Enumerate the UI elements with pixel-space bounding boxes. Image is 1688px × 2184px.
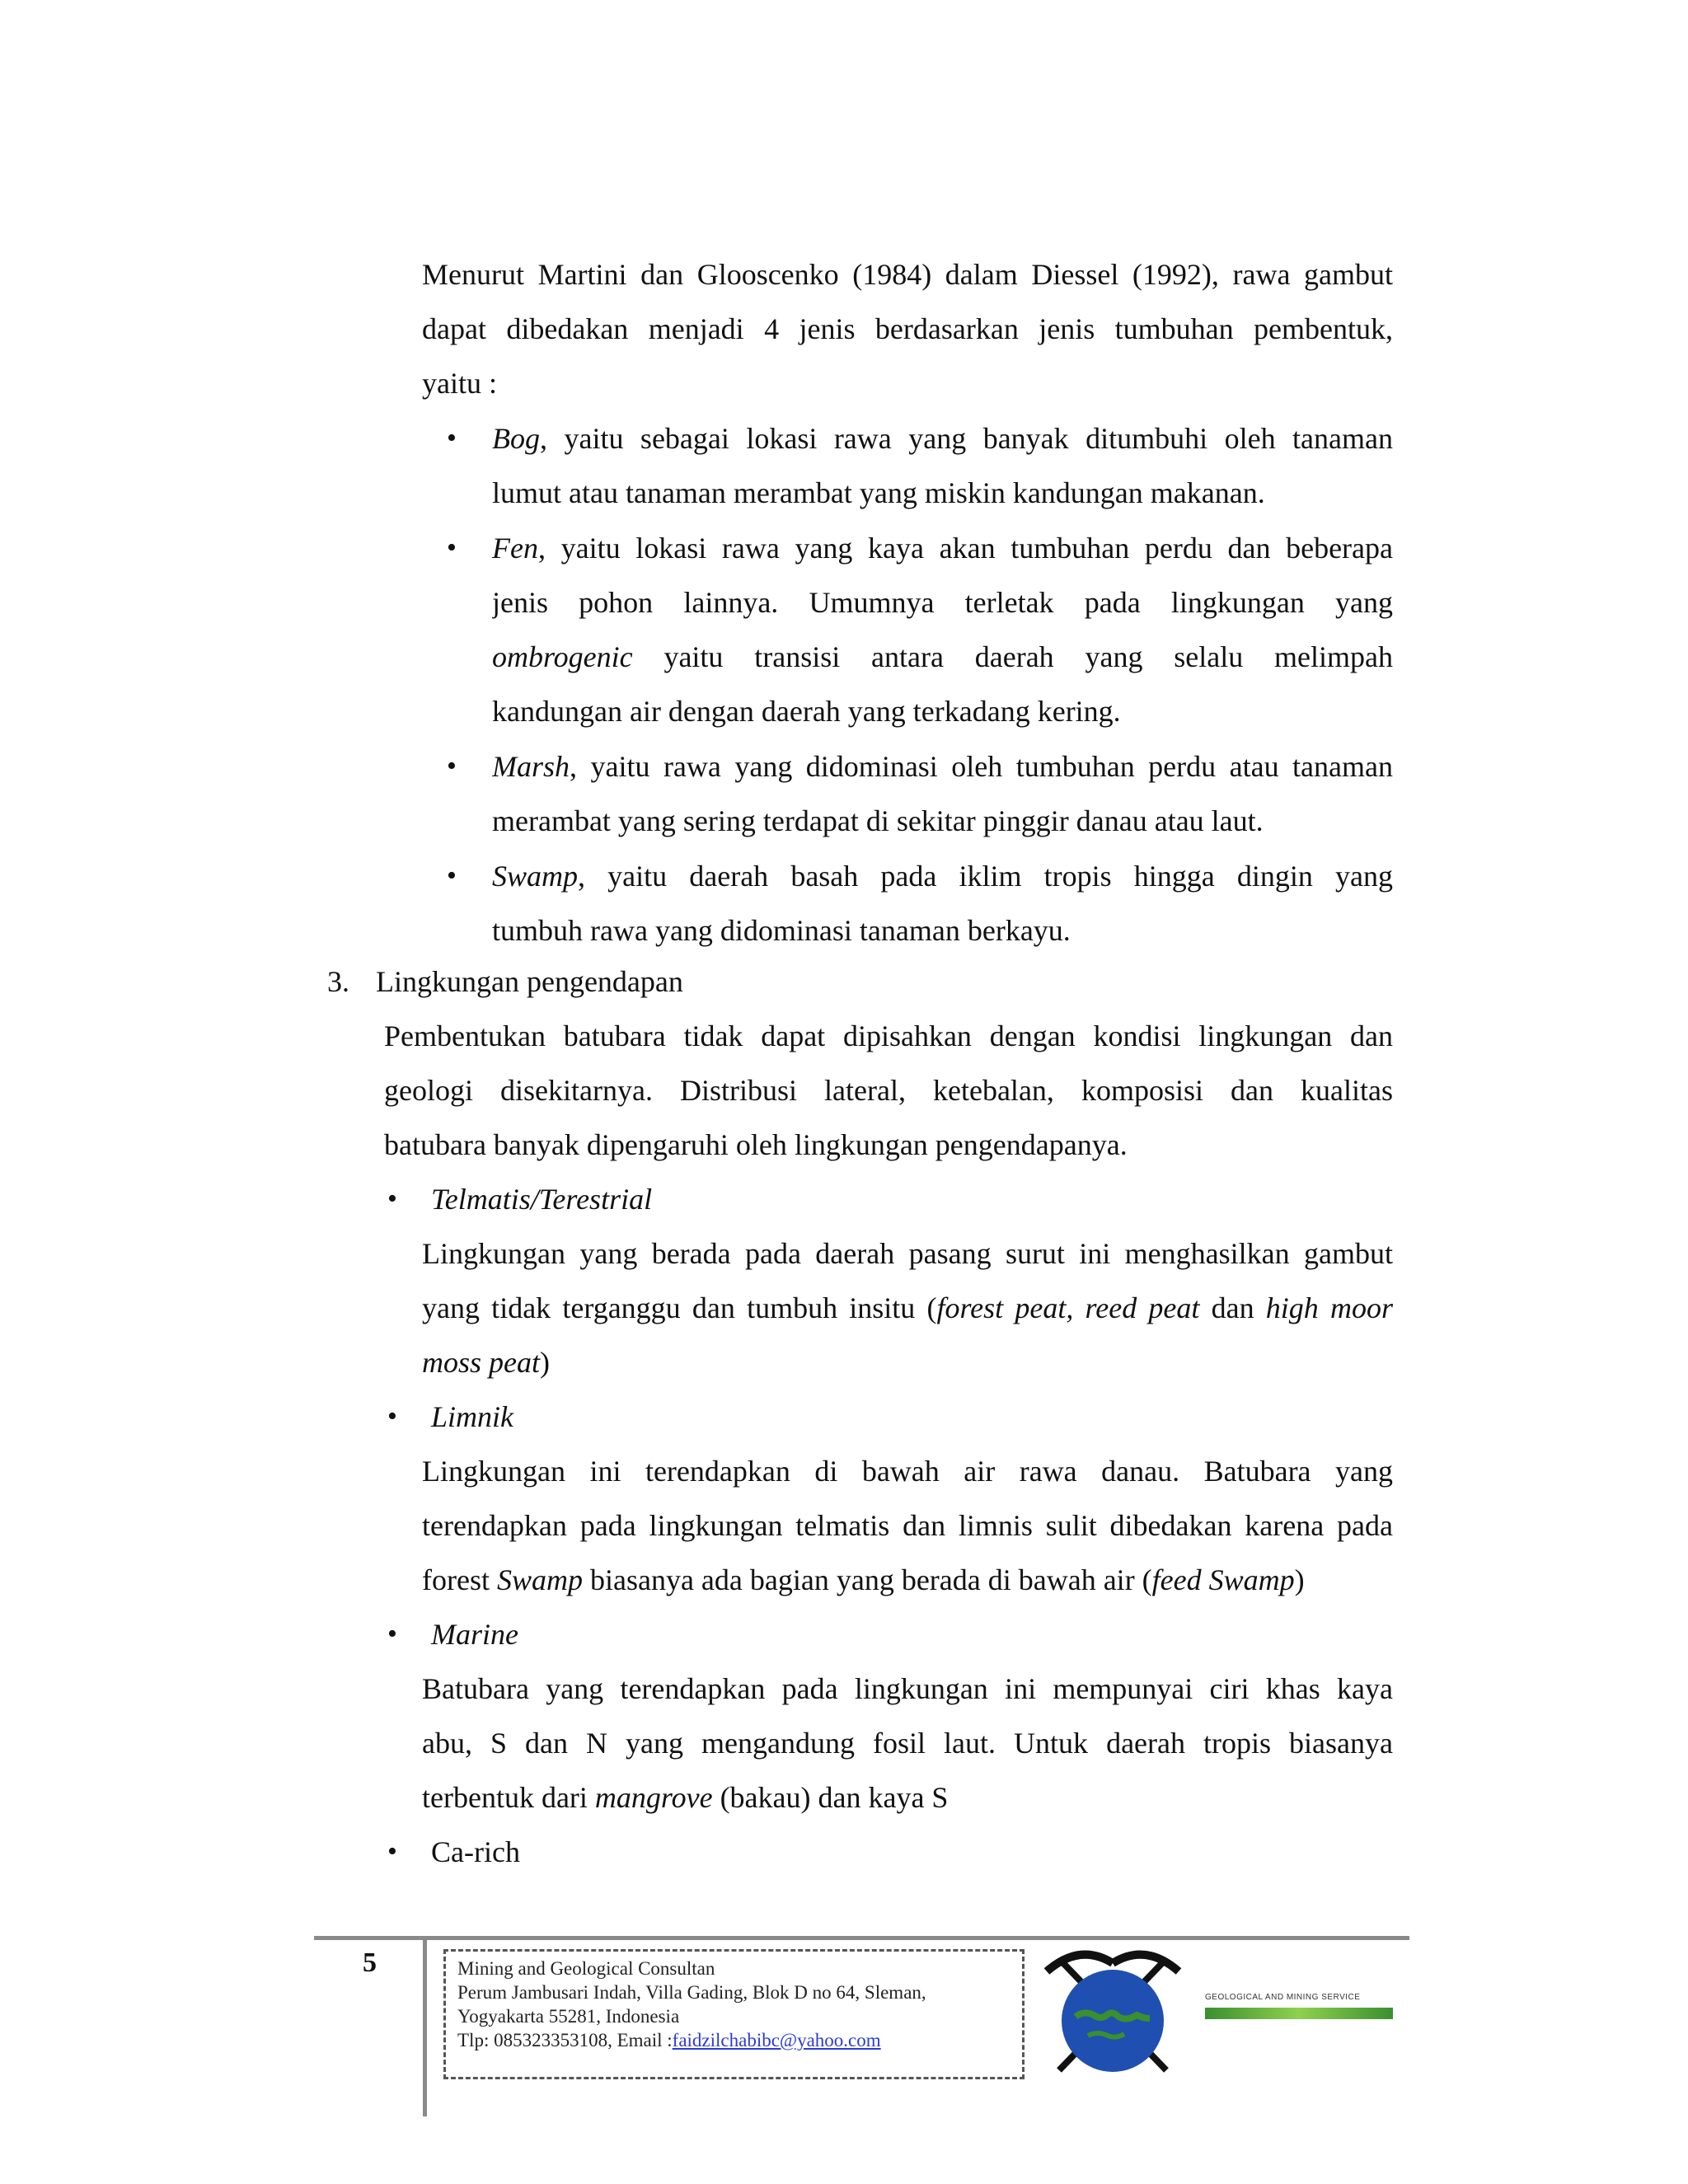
carich-title: Ca-rich	[431, 1835, 520, 1868]
footer-rule	[314, 1936, 1409, 1940]
logo-caption: GEOLOGICAL AND MINING SERVICE	[1205, 1993, 1361, 2002]
marine-line-1: Batubara yang terendapkan pada lingkungan ini mempunyai ciri khas kaya	[422, 1672, 1393, 1705]
bog-line-1: Bog, yaitu sebagai lokasi rawa yang banyak ditumbuhi oleh tanaman	[492, 422, 1393, 455]
company-name: Mining and Geological Consultan	[457, 1958, 715, 1979]
section-heading: Lingkungan pengendapan	[376, 965, 683, 998]
company-logo-icon	[1030, 1938, 1195, 2083]
section-number: 3.	[327, 965, 349, 998]
marsh-term: Marsh	[492, 750, 570, 783]
footer-vertical-rule	[423, 1938, 427, 2116]
marsh-line-1: Marsh, yaitu rawa yang didominasi oleh tumbuhan perdu atau tanaman	[492, 750, 1393, 783]
limnik-line-2: terendapkan pada lingkungan telmatis dan limnis sulit dibedakan karena pada	[422, 1509, 1393, 1542]
bullet-fen: •	[447, 532, 457, 563]
address-line-2: Yogyakarta 55281, Indonesia	[457, 2006, 680, 2027]
marsh-line-2: merambat yang sering terdapat di sekitar pinggir danau atau laut.	[492, 804, 1264, 837]
bullet-limnik: •	[387, 1401, 397, 1432]
telmatis-title: Telmatis/Terestrial	[431, 1183, 653, 1216]
logo-banner	[1205, 2008, 1393, 2019]
bullet-marine: •	[387, 1619, 397, 1649]
limnik-line-1: Lingkungan ini terendapkan di bawah air rawa danau. Batubara yang	[422, 1455, 1393, 1488]
telmatis-line-1: Lingkungan yang berada pada daerah pasang surut ini menghasilkan gambut	[422, 1237, 1393, 1270]
email-link[interactable]: faidzilchabibc@yahoo.com	[672, 2030, 881, 2050]
swamp-line-2: tumbuh rawa yang didominasi tanaman berkayu.	[492, 914, 1071, 947]
contact-line: Tlp: 085323353108, Email :faidzilchabibc@yahoo.com	[457, 2030, 881, 2050]
fen-term: Fen	[492, 532, 538, 565]
fen-line-4: kandungan air dengan daerah yang terkadang kering.	[492, 695, 1121, 728]
limnik-title: Limnik	[431, 1400, 514, 1433]
bullet-telmatis: •	[387, 1183, 397, 1214]
limnik-line-3: forest Swamp biasanya ada bagian yang berada di bawah air (feed Swamp)	[422, 1563, 1305, 1596]
fen-italic-ombrogenic: ombrogenic	[492, 640, 633, 673]
marine-line-3: terbentuk dari mangrove (bakau) dan kaya S	[422, 1781, 949, 1814]
intro-line-2: dapat dibedakan menjadi 4 jenis berdasarkan jenis tumbuhan pembentuk,	[422, 312, 1393, 345]
section3-line-3: batubara banyak dipengaruhi oleh lingkungan pengendapanya.	[384, 1128, 1128, 1161]
fen-line-2: jenis pohon lainnya. Umumnya terletak pada lingkungan yang	[492, 586, 1393, 619]
bullet-bog: •	[447, 423, 457, 453]
bog-line-2: lumut atau tanaman merambat yang miskin kandungan makanan.	[492, 476, 1265, 509]
telmatis-line-3: moss peat)	[422, 1346, 550, 1379]
bullet-marsh: •	[447, 751, 457, 781]
address-line-1: Perum Jambusari Indah, Villa Gading, Blok D no 64, Sleman,	[457, 1982, 926, 2003]
bog-term: Bog	[492, 422, 540, 455]
contact-box	[443, 1949, 1025, 2079]
marine-line-2: abu, S dan N yang mengandung fosil laut. Untuk daerah tropis biasanya	[422, 1727, 1393, 1760]
page-number: 5	[363, 1947, 377, 1978]
telmatis-line-2: yang tidak terganggu dan tumbuh insitu (forest peat, reed peat dan high moor	[422, 1291, 1393, 1324]
bullet-swamp: •	[447, 860, 457, 891]
swamp-term: Swamp	[492, 860, 579, 893]
section3-line-1: Pembentukan batubara tidak dapat dipisahkan dengan kondisi lingkungan dan	[384, 1019, 1393, 1052]
marine-title: Marine	[431, 1618, 518, 1651]
fen-line-1: Fen, yaitu lokasi rawa yang kaya akan tumbuhan perdu dan beberapa	[492, 532, 1393, 565]
intro-line-1: Menurut Martini dan Glooscenko (1984) dalam Diessel (1992), rawa gambut	[422, 258, 1393, 291]
section3-line-2: geologi disekitarnya. Distribusi lateral, ketebalan, komposisi dan kualitas	[384, 1074, 1393, 1107]
swamp-line-1: Swamp, yaitu daerah basah pada iklim tropis hingga dingin yang	[492, 860, 1393, 893]
fen-line-3: ombrogenic yaitu transisi antara daerah yang selalu melimpah	[492, 640, 1393, 673]
intro-line-3: yaitu :	[422, 367, 497, 400]
bullet-carich: •	[387, 1836, 397, 1867]
